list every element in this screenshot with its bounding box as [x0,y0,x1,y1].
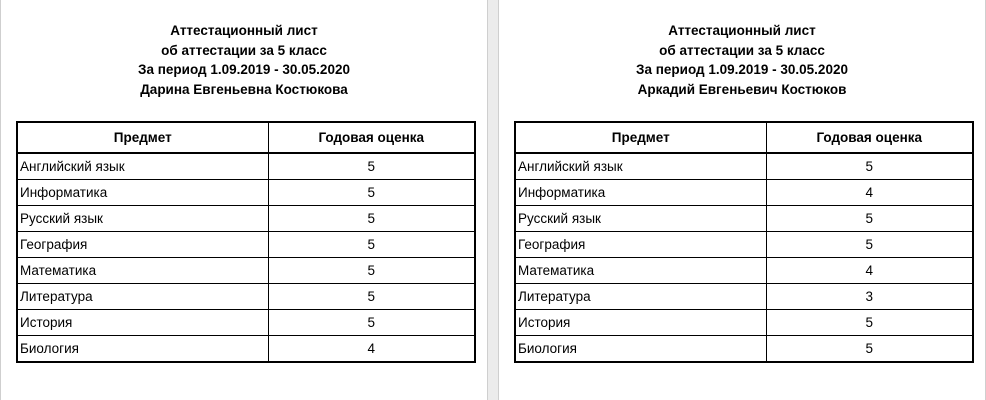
grade-cell: 5 [268,310,475,336]
grade-cell: 5 [268,232,475,258]
grade-cell: 5 [268,180,475,206]
sheet-title: Аттестационный лист [668,23,816,38]
sheet-period: За период 1.09.2019 - 30.05.2020 [138,62,350,77]
subject-cell: Биология [515,336,766,363]
grade-cell: 5 [766,206,973,232]
sheet-subtitle: об аттестации за 5 класс [161,42,327,58]
subject-cell: География [17,232,268,258]
grade-cell: 5 [268,153,475,180]
grade-cell: 4 [766,180,973,206]
grade-cell: 4 [766,258,973,284]
subject-cell: Русский язык [17,206,268,232]
subject-cell: История [17,310,268,336]
table-row [17,180,475,206]
table-row [515,336,973,363]
subject-cell: Литература [515,284,766,310]
subject-cell: История [515,310,766,336]
table-row [515,232,973,258]
table-row [17,153,475,180]
column-header-grade: Годовая оценка [268,122,475,153]
subject-cell: Математика [17,258,268,284]
subject-cell: Информатика [17,180,268,206]
student-name: Дарина Евгеньевна Костюкова [140,81,348,97]
attestation-sheet-right [498,0,986,400]
table-row [515,258,973,284]
subject-cell: География [515,232,766,258]
grade-cell: 5 [766,153,973,180]
grade-cell: 4 [268,336,475,363]
subject-cell: Русский язык [515,206,766,232]
grades-table [514,121,974,363]
table-row [17,284,475,310]
sheet-header [1,21,487,99]
table-row [515,153,973,180]
table-row [515,206,973,232]
grade-cell: 5 [766,232,973,258]
grade-cell: 5 [268,206,475,232]
column-header-grade: Годовая оценка [766,122,973,153]
table-row [17,232,475,258]
student-name: Аркадий Евгеньевич Костюков [637,81,847,97]
table-row [515,284,973,310]
grade-cell: 3 [766,284,973,310]
subject-cell: Литература [17,284,268,310]
attestation-sheet-left [0,0,488,400]
grade-cell: 5 [766,310,973,336]
table-header-row [515,122,973,153]
grade-cell: 5 [766,336,973,363]
subject-cell: Английский язык [17,153,268,180]
table-row [515,180,973,206]
sheet-header [499,21,985,99]
grade-cell: 5 [268,284,475,310]
table-header-row [17,122,475,153]
sheet-title: Аттестационный лист [170,23,318,38]
sheet-period: За период 1.09.2019 - 30.05.2020 [636,62,848,77]
subject-cell: Информатика [515,180,766,206]
column-header-subject: Предмет [17,122,268,153]
subject-cell: Биология [17,336,268,363]
table-row [17,310,475,336]
subject-cell: Математика [515,258,766,284]
table-row [515,310,973,336]
grade-cell: 5 [268,258,475,284]
table-row [17,258,475,284]
column-header-subject: Предмет [515,122,766,153]
subject-cell: Английский язык [515,153,766,180]
table-row [17,336,475,363]
grades-table [16,121,476,363]
sheet-subtitle: об аттестации за 5 класс [659,42,825,58]
table-row [17,206,475,232]
